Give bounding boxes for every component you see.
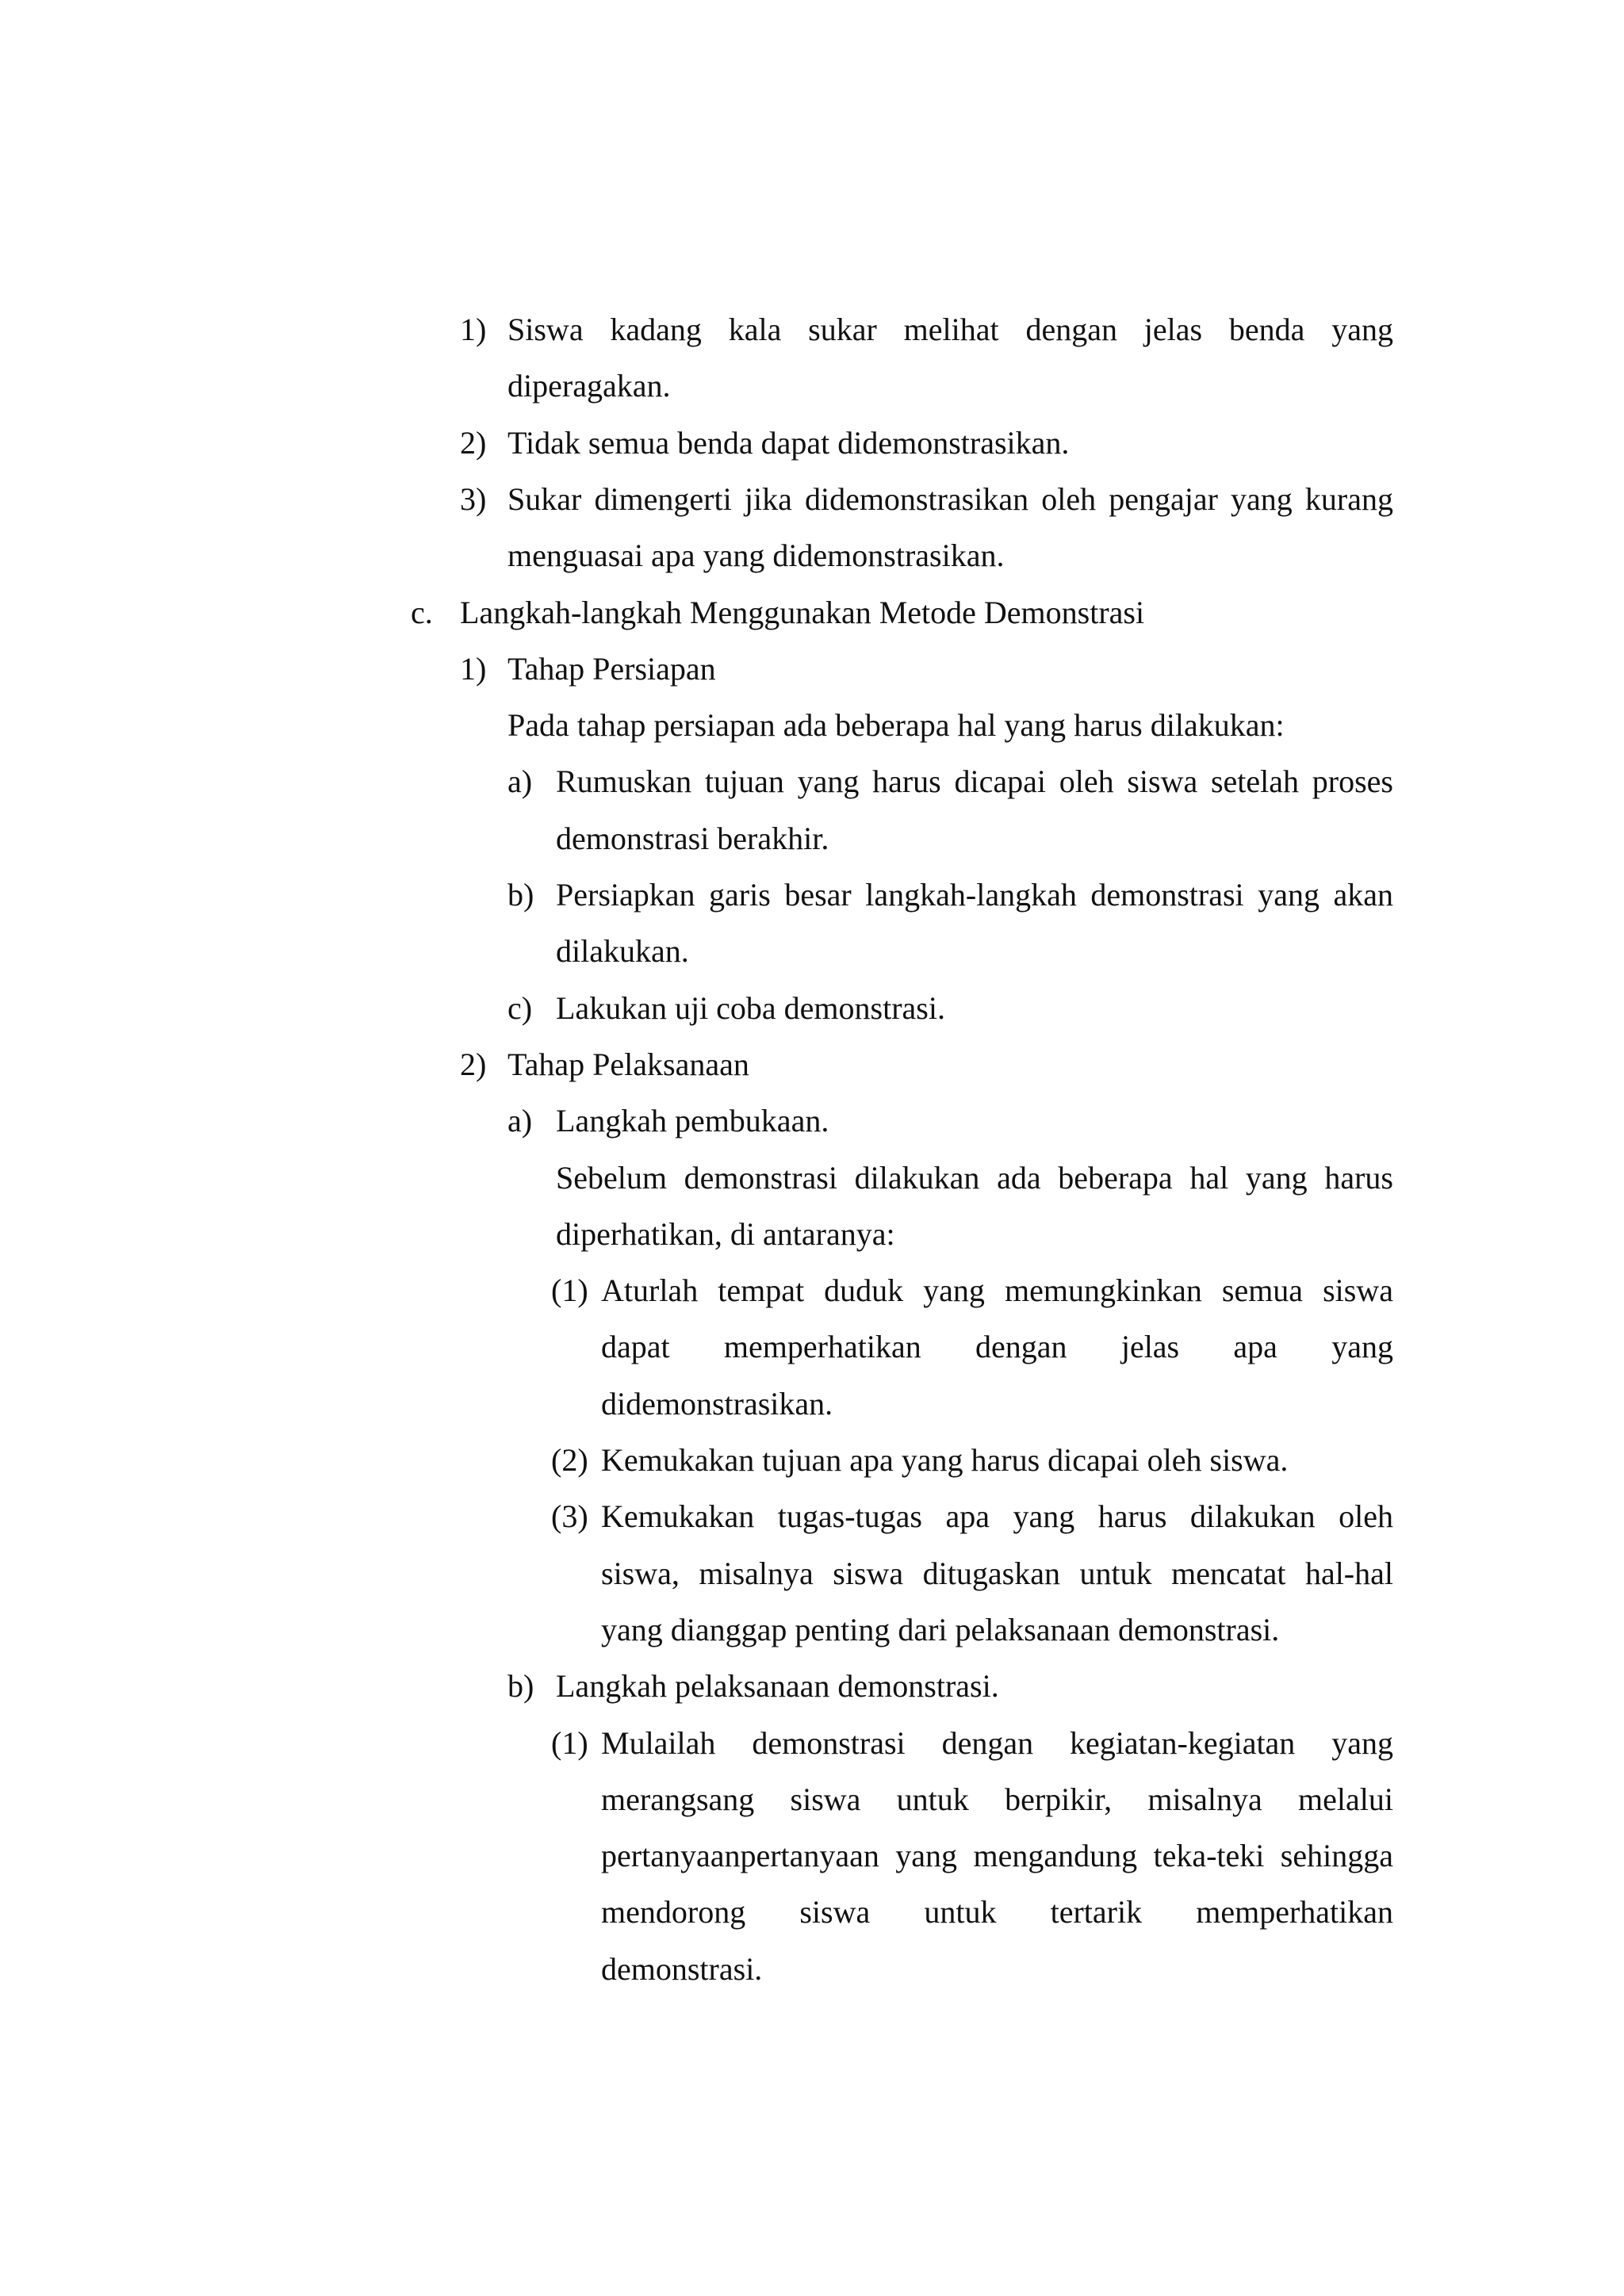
line-text: Mulailah demonstrasi dengan kegiatan-kegiatan yang [601,1724,1393,1761]
text-line [0,358,1624,415]
list-marker: 2) [460,424,487,461]
line-text: yang dianggap penting dari pelaksanaan demonstrasi. [601,1611,1280,1647]
text-line [0,1715,1624,1772]
text-line [0,810,1624,867]
line-text: demonstrasi berakhir. [556,820,829,856]
list-marker: a) [508,1103,533,1139]
line-text: Langkah pembukaan. [556,1103,829,1139]
line-text: Langkah pelaksanaan demonstrasi. [556,1668,999,1705]
text-line [0,1941,1624,1998]
text-line [0,753,1624,810]
text-line [0,1601,1624,1659]
list-marker: (3) [551,1498,588,1535]
line-text: menguasai apa yang didemonstrasikan. [508,538,1005,574]
line-text: Lakukan uji coba demonstrasi. [556,989,945,1026]
line-text: Tahap Pelaksanaan [508,1046,749,1082]
list-marker: b) [508,1668,534,1705]
text-line [0,1036,1624,1093]
line-text: Tidak semua benda dapat didemonstrasikan. [508,424,1070,461]
text-line [0,1262,1624,1319]
list-marker: b) [508,877,534,913]
text-line [0,1432,1624,1489]
text-line [0,1771,1624,1828]
text-line [0,1318,1624,1376]
list-marker: c) [508,989,533,1026]
line-text: Pada tahap persiapan ada beberapa hal yang harus dilakukan: [508,707,1285,744]
text-line [0,1150,1624,1207]
line-text: Rumuskan tujuan yang harus dicapai oleh siswa setelah proses [556,763,1393,800]
list-marker: 1) [460,650,487,687]
line-text: didemonstrasikan. [601,1385,833,1422]
list-marker: 1) [460,312,487,347]
text-line [0,471,1624,528]
list-marker: 2) [460,1046,487,1082]
line-text: dilakukan. [556,933,689,970]
list-marker: (1) [551,1724,588,1761]
line-text: dapat memperhatikan dengan jelas apa yang [601,1329,1393,1365]
text-line [0,1884,1624,1941]
line-text: siswa, misalnya siswa ditugaskan untuk mencatat hal-hal [601,1555,1393,1591]
text-line [0,980,1624,1037]
list-marker: (1) [551,1272,588,1309]
line-text: Kemukakan tugas-tugas apa yang harus dilakukan oleh [601,1498,1393,1535]
text-line [0,1827,1624,1885]
line-text: Siswa kadang kala sukar melihat dengan jelas benda yang [508,312,1393,347]
line-text: Langkah-langkah Menggunakan Metode Demonstrasi [460,594,1145,630]
line-text: merangsang siswa untuk berpikir, misalnya melalui [601,1781,1393,1817]
text-line [0,641,1624,698]
line-text: Persiapkan garis besar langkah-langkah demonstrasi yang akan [556,877,1393,913]
text-line [0,697,1624,754]
text-line [0,923,1624,980]
text-line [0,1206,1624,1263]
text-line [0,1545,1624,1602]
text-line [0,527,1624,584]
list-marker: (2) [551,1442,588,1478]
list-marker: c. [411,594,433,630]
text-line [0,867,1624,924]
line-text: diperhatikan, di antaranya: [556,1215,895,1252]
line-text: diperagakan. [508,368,671,404]
line-text: demonstrasi. [601,1950,763,1987]
list-marker: a) [508,763,533,800]
text-line [0,1093,1624,1150]
line-text: mendorong siswa untuk tertarik memperhatikan [601,1894,1393,1931]
text-line [0,301,1624,358]
text-line [0,584,1624,641]
line-text: Tahap Persiapan [508,650,716,687]
line-text: Sukar dimengerti jika didemonstrasikan oleh pengajar yang kurang [508,480,1393,517]
line-text: Aturlah tempat duduk yang memungkinkan semua siswa [601,1272,1393,1309]
text-line [0,1658,1624,1715]
line-text: Sebelum demonstrasi dilakukan ada beberapa hal yang harus [556,1159,1393,1196]
text-line [0,1376,1624,1433]
text-line [0,1488,1624,1545]
line-text: pertanyaanpertanyaan yang mengandung teka-teki sehingga [601,1838,1393,1874]
line-text: Kemukakan tujuan apa yang harus dicapai oleh siswa. [601,1442,1289,1478]
list-marker: 3) [460,480,487,517]
text-line [0,415,1624,472]
